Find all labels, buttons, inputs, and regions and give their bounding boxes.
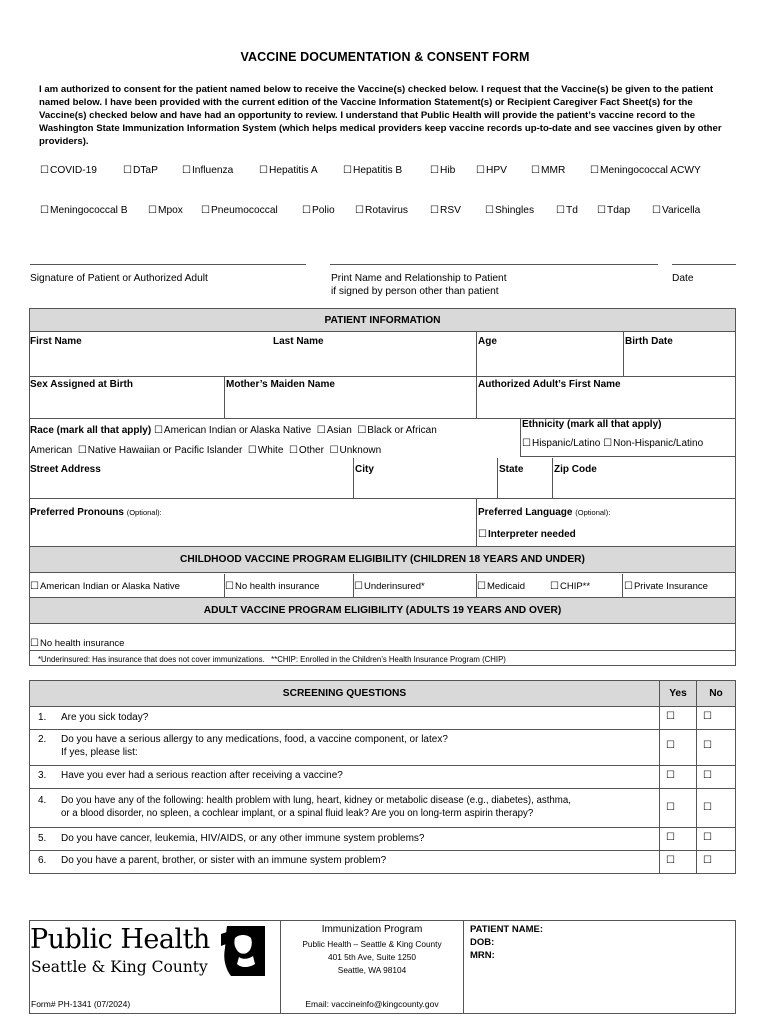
divider bbox=[224, 376, 225, 418]
vaccine-checkbox-dtap[interactable]: ☐ DTaP bbox=[123, 165, 158, 176]
age-label: Age bbox=[478, 336, 497, 347]
divider bbox=[30, 827, 735, 828]
race-checkbox-unknown[interactable]: ☐ Unknown bbox=[330, 445, 382, 456]
race-opt3-continued: American bbox=[30, 445, 73, 456]
language-text: Preferred Language bbox=[478, 507, 573, 518]
child-checkbox-chip[interactable]: ☐ CHIP** bbox=[550, 581, 590, 592]
vaccine-checkbox-shingles[interactable]: ☐ Shingles bbox=[485, 205, 534, 216]
adult-no-insurance-label: ☐ No health insurance bbox=[30, 638, 124, 649]
divider bbox=[520, 418, 521, 456]
vaccine-checkbox-meningococcal-b[interactable]: ☐ Meningococcal B bbox=[40, 205, 128, 216]
q4-no-checkbox[interactable]: ☐ bbox=[703, 802, 712, 813]
vaccine-checkbox-pneumococcal[interactable]: ☐ Pneumococcal bbox=[201, 205, 278, 216]
race-checkbox-white[interactable]: ☐ White bbox=[248, 445, 284, 456]
patient-info-header: PATIENT INFORMATION bbox=[30, 309, 735, 332]
adult-checkbox-no-insurance[interactable] bbox=[30, 638, 124, 649]
divider bbox=[520, 456, 735, 457]
vaccine-checkbox-hib[interactable]: ☐ Hib bbox=[430, 165, 455, 176]
signature-line[interactable] bbox=[30, 264, 306, 265]
vaccine-checkbox-hepatitis-a[interactable]: ☐ Hepatitis A bbox=[259, 165, 318, 176]
city-label: City bbox=[355, 464, 374, 475]
vaccine-checkbox-hepatitis-b[interactable]: ☐ Hepatitis B bbox=[343, 165, 402, 176]
child-checkbox-no-insurance[interactable]: ☐ No health insurance bbox=[225, 581, 319, 592]
child-program-header: CHILDHOOD VACCINE PROGRAM ELIGIBILITY (CHILDREN 18 YEARS AND UNDER) bbox=[30, 547, 735, 573]
q1-yes-checkbox[interactable]: ☐ bbox=[666, 711, 675, 722]
vaccine-checkbox-mmr[interactable]: ☐ MMR bbox=[531, 165, 565, 176]
last-name-label: Last Name bbox=[273, 336, 324, 347]
interpreter-checkbox[interactable] bbox=[478, 529, 576, 540]
q6-num: 6. bbox=[38, 855, 47, 866]
logo-public-health: Public Health bbox=[30, 924, 210, 955]
q2-num: 2. bbox=[38, 734, 47, 745]
vaccine-checkbox-influenza[interactable]: ☐ Influenza bbox=[182, 165, 233, 176]
vaccine-checkbox-covid19[interactable]: ☐ COVID-19 bbox=[40, 165, 97, 176]
vaccine-checkbox-rotavirus[interactable]: ☐ Rotavirus bbox=[355, 205, 408, 216]
q1-no-checkbox[interactable]: ☐ bbox=[703, 711, 712, 722]
q4-text-line1: Do you have any of the following: health problem with lung, heart, kidney or metabolic disease (e.g., diabetes), asthma, bbox=[61, 795, 571, 806]
q3-yes-checkbox[interactable]: ☐ bbox=[666, 770, 675, 781]
divider bbox=[30, 498, 735, 499]
q2-text-line1: Do you have a serious allergy to any medications, food, a vaccine component, or latex? bbox=[61, 734, 448, 745]
ethnicity-checkbox-hispanic[interactable]: ☐ Hispanic/Latino bbox=[522, 438, 600, 449]
race-checkbox-asian[interactable]: ☐ Asian bbox=[317, 425, 352, 436]
vaccine-checkbox-rsv[interactable]: ☐ RSV bbox=[430, 205, 461, 216]
print-name-line[interactable] bbox=[330, 264, 658, 265]
race-checkbox-american-indian[interactable]: ☐ American Indian or Alaska Native bbox=[154, 425, 311, 436]
q6-text: Do you have a parent, brother, or sister with an immune system problem? bbox=[61, 855, 387, 866]
race-checkbox-other[interactable]: ☐ Other bbox=[289, 445, 324, 456]
interpreter-text: ☐ Interpreter needed bbox=[478, 529, 576, 540]
vaccine-checkbox-varicella[interactable]: ☐ Varicella bbox=[652, 205, 700, 216]
print-name-sublabel: if signed by person other than patient bbox=[331, 286, 499, 297]
signature-label: Signature of Patient or Authorized Adult bbox=[30, 273, 208, 284]
adult-program-header: ADULT VACCINE PROGRAM ELIGIBILITY (ADULTS 19 YEARS AND OVER) bbox=[30, 598, 735, 624]
race-label: Race (mark all that apply) bbox=[30, 425, 152, 436]
child-checkbox-medicaid[interactable]: ☐ Medicaid bbox=[477, 581, 525, 592]
consent-statement: I am authorized to consent for the patient named below to receive the Vaccine(s) checked below. I request that the Vaccine(s) be given to the patient named below. I have been provided with the current edition of the Vaccine Information Statement(s) or Recipient Caregiver Fact Sheet(s) for the Vaccine(s) checked below and have had an opportunity to review. I understand that Public Health will provide the patient’s vaccine record to the Washington State Immunization Information System (which helps medical providers keep vaccine records up-to-date and see vaccines given by other providers). bbox=[39, 84, 722, 147]
language-label bbox=[478, 507, 610, 518]
child-checkbox-underinsured[interactable]: ☐ Underinsured* bbox=[354, 581, 425, 592]
child-checkbox-american-indian[interactable]: ☐ American Indian or Alaska Native bbox=[30, 581, 180, 592]
divider bbox=[696, 681, 697, 873]
print-name-label: Print Name and Relationship to Patient bbox=[331, 273, 507, 284]
q4-text-line2: or a blood disorder, no spleen, a cochlear implant, or a spinal fluid leak? Are you on long-term aspirin therapy? bbox=[61, 808, 534, 819]
q2-no-checkbox[interactable]: ☐ bbox=[703, 740, 712, 751]
no-header: No bbox=[697, 681, 735, 707]
q3-text: Have you ever had a serious reaction after receiving a vaccine? bbox=[61, 770, 343, 781]
mrn-label: MRN: bbox=[470, 950, 495, 961]
address-line-1: 401 5th Ave, Suite 1250 bbox=[328, 952, 416, 962]
zip-label: Zip Code bbox=[554, 464, 597, 475]
divider bbox=[476, 574, 477, 597]
q2-text-line2: If yes, please list: bbox=[61, 747, 138, 758]
date-line[interactable] bbox=[672, 264, 736, 265]
vaccine-checkbox-tdap[interactable]: ☐ Tdap bbox=[597, 205, 630, 216]
divider bbox=[476, 332, 477, 376]
q4-num: 4. bbox=[38, 795, 47, 806]
address-line-2: Seattle, WA 98104 bbox=[337, 965, 407, 975]
birth-date-label: Birth Date bbox=[625, 336, 673, 347]
q5-yes-checkbox[interactable]: ☐ bbox=[666, 832, 675, 843]
q5-no-checkbox[interactable]: ☐ bbox=[703, 832, 712, 843]
mlk-portrait-icon bbox=[221, 924, 269, 978]
contact-email: Email: vaccineinfo@kingcounty.gov bbox=[305, 999, 439, 1009]
q5-text: Do you have cancer, leukemia, HIV/AIDS, or any other immune system problems? bbox=[61, 833, 425, 844]
q6-yes-checkbox[interactable]: ☐ bbox=[666, 855, 675, 866]
logo-seattle-king-county: Seattle & King County bbox=[31, 958, 208, 976]
race-row-1 bbox=[30, 425, 437, 436]
street-label: Street Address bbox=[30, 464, 101, 475]
language-optional: (Optional): bbox=[575, 508, 611, 517]
vaccine-checkbox-mpox[interactable]: ☐ Mpox bbox=[148, 205, 183, 216]
form-number: Form# PH-1341 (07/2024) bbox=[31, 999, 131, 1009]
race-row-2 bbox=[30, 445, 381, 456]
pronouns-text: Preferred Pronouns bbox=[30, 507, 124, 518]
divider bbox=[30, 376, 735, 377]
authorized-adult-label: Authorized Adult’s First Name bbox=[478, 379, 621, 390]
divider bbox=[30, 850, 735, 851]
vaccine-checkbox-meningococcal-acwy[interactable]: ☐ Meningococcal ACWY bbox=[590, 165, 701, 176]
screening-header: SCREENING QUESTIONS bbox=[30, 681, 659, 707]
divider bbox=[552, 458, 553, 498]
dob-label: DOB: bbox=[470, 937, 495, 948]
sex-label: Sex Assigned at Birth bbox=[30, 379, 133, 390]
divider bbox=[353, 574, 354, 597]
footnote: *Underinsured: Has insurance that does not cover immunizations. **CHIP: Enrolled in the Children’s Health Insurance Program (CHIP) bbox=[38, 655, 506, 664]
pronouns-optional: (Optional): bbox=[126, 508, 162, 517]
vaccine-checkbox-hpv[interactable]: ☐ HPV bbox=[476, 165, 507, 176]
child-checkbox-private[interactable]: ☐ Private Insurance bbox=[624, 581, 708, 592]
maiden-name-label: Mother’s Maiden Name bbox=[226, 379, 335, 390]
q5-num: 5. bbox=[38, 833, 47, 844]
pronouns-label bbox=[30, 507, 162, 518]
divider bbox=[30, 650, 735, 651]
divider bbox=[476, 498, 477, 546]
divider bbox=[659, 681, 660, 873]
divider bbox=[622, 574, 623, 597]
divider bbox=[463, 920, 464, 1014]
race-checkbox-black[interactable]: ☐ Black or African bbox=[357, 425, 436, 436]
divider bbox=[30, 765, 735, 766]
divider bbox=[353, 458, 354, 498]
ethnicity-checkbox-non-hispanic[interactable]: ☐ Non-Hispanic/Latino bbox=[603, 438, 703, 449]
state-label: State bbox=[499, 464, 524, 475]
q1-text: Are you sick today? bbox=[61, 712, 149, 723]
vaccine-checkbox-td[interactable]: ☐ Td bbox=[556, 205, 578, 216]
divider bbox=[623, 332, 624, 376]
q3-num: 3. bbox=[38, 770, 47, 781]
form-title: VACCINE DOCUMENTATION & CONSENT FORM bbox=[240, 50, 530, 64]
date-label: Date bbox=[672, 273, 694, 284]
q3-no-checkbox[interactable]: ☐ bbox=[703, 770, 712, 781]
yes-header: Yes bbox=[660, 681, 696, 707]
q4-yes-checkbox[interactable]: ☐ bbox=[666, 802, 675, 813]
ethnicity-options bbox=[522, 438, 703, 449]
race-checkbox-native-hawaiian[interactable]: ☐ Native Hawaiian or Pacific Islander bbox=[78, 445, 242, 456]
program-name: Immunization Program bbox=[321, 924, 423, 935]
divider bbox=[30, 729, 735, 730]
q6-no-checkbox[interactable]: ☐ bbox=[703, 855, 712, 866]
patient-name-label: PATIENT NAME: bbox=[470, 924, 544, 935]
divider bbox=[30, 788, 735, 789]
q1-num: 1. bbox=[38, 712, 47, 723]
vaccine-checkbox-polio[interactable]: ☐ Polio bbox=[302, 205, 335, 216]
first-name-label: First Name bbox=[30, 336, 82, 347]
divider bbox=[224, 574, 225, 597]
divider bbox=[497, 458, 498, 498]
q2-yes-checkbox[interactable]: ☐ bbox=[666, 740, 675, 751]
ethnicity-label: Ethnicity (mark all that apply) bbox=[522, 419, 662, 430]
divider bbox=[476, 376, 477, 418]
org-name: Public Health – Seattle & King County bbox=[302, 939, 442, 949]
